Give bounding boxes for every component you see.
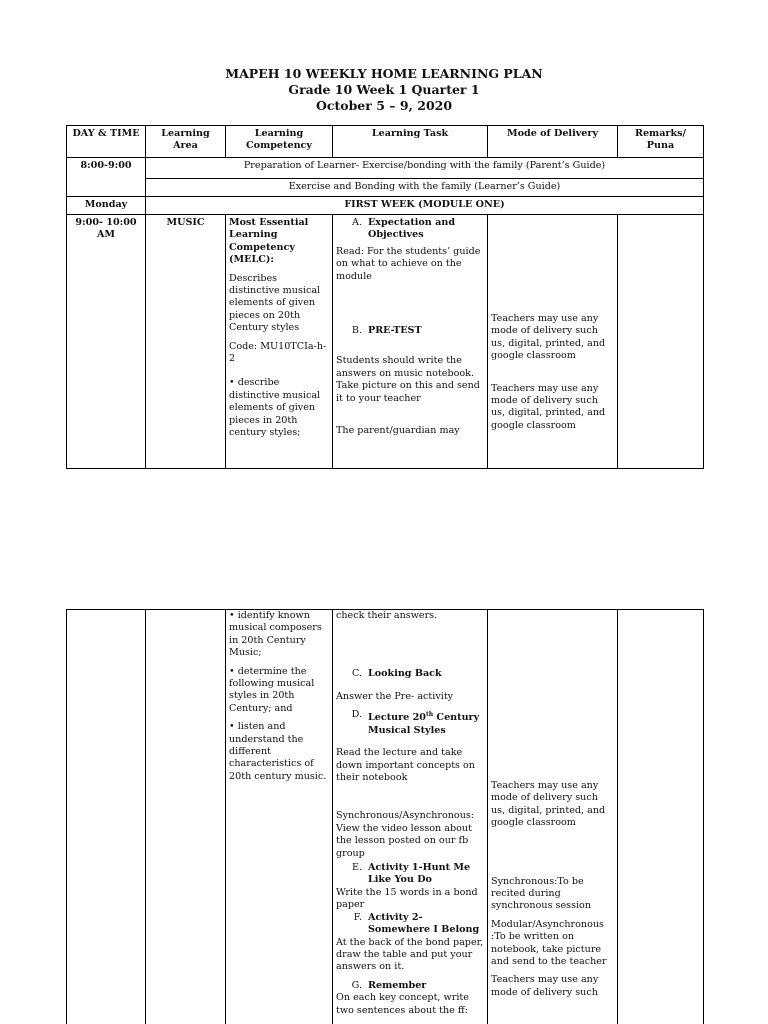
objective-item: • determine the following musical styles in 20th Century; and (229, 665, 315, 714)
task-letter: D. (351, 709, 362, 721)
task-title (368, 709, 484, 737)
task-text: Students should write the answers on music notebook. Take picture on this and send it to your teacher (336, 355, 480, 404)
plan-title-block (0, 66, 768, 114)
task-title: Looking Back (368, 668, 442, 680)
col-header-task: Learning Task (333, 126, 488, 158)
learning-plan-table-continued (66, 609, 704, 1024)
objective-item: • identify known musical composers in 20th Century Music; (229, 610, 322, 659)
task-title-part: Lecture 20 (368, 712, 426, 724)
objective-item: • describe distinctive musical elements of given pieces in 20th century styles; (229, 377, 321, 439)
task-letter: A. (352, 217, 362, 228)
task-heading (336, 862, 484, 887)
delivery-text: Synchronous:To be recited during synchronous session (491, 875, 592, 912)
time-cell: 9:00- 10:00 AM (67, 215, 146, 469)
task-text: check their answers. (336, 610, 438, 621)
task-text: Write the 15 words in a bond paper (336, 886, 478, 911)
col-header-delivery: Mode of Delivery (488, 126, 618, 158)
time-cell (67, 610, 146, 1024)
col-header-remarks: Remarks/ Puna (618, 126, 704, 158)
delivery-cell (488, 215, 618, 469)
competency-cell (226, 215, 333, 469)
task-title: Expectation and Objectives (368, 217, 456, 241)
task-text: At the back of the bond paper, draw the table and put your answers on it. (336, 936, 484, 973)
delivery-cell (488, 610, 618, 1024)
remarks-cell (618, 610, 704, 1024)
table-row (67, 610, 704, 1024)
plan-title: MAPEH 10 WEEKLY HOME LEARNING PLAN (225, 66, 543, 81)
col-header-competency: Learning Competency (226, 126, 333, 158)
task-heading (336, 980, 484, 992)
task-title: Remember (368, 979, 427, 991)
day-cell: Monday (67, 197, 146, 215)
task-text: On each key concept, write two sentences about the ff: (336, 992, 469, 1016)
melc-heading: Most Essential Learning Competency (MELC): (229, 217, 309, 266)
task-letter: F. (353, 911, 362, 923)
task-text: Answer the Pre- activity (336, 690, 454, 702)
task-letter: C. (351, 668, 362, 680)
task-cell (333, 215, 488, 469)
task-heading (336, 709, 484, 737)
table-row (67, 215, 704, 469)
task-letter: B. (351, 325, 362, 337)
delivery-text: Modular/Asynchronous :To be written on notebook, take picture and send to the teacher (491, 918, 607, 968)
melc-description: Describes distinctive musical elements of given pieces on 20th Century styles (229, 272, 321, 334)
table-row (67, 197, 704, 215)
delivery-text: Teachers may use any mode of delivery such (491, 974, 599, 998)
col-header-area: Learning Area (146, 126, 226, 158)
task-title-superscript: th (425, 711, 434, 719)
task-text: The parent/guardian may (336, 425, 460, 437)
task-text: Read: For the students’ guide on what to achieve on the module (336, 245, 481, 282)
table-row (67, 158, 704, 179)
parent-guide-cell: Preparation of Learner- Exercise/bonding with the family (Parent’s Guide) (146, 158, 704, 179)
learning-plan-table (66, 125, 704, 469)
table-row (67, 179, 704, 197)
area-cell: MUSIC (146, 215, 226, 469)
header-row (67, 126, 704, 158)
task-heading (336, 912, 484, 937)
task-title: Activity 2- Somewhere I Belong (368, 911, 480, 936)
delivery-text: Teachers may use any mode of delivery such us, digital, printed, and google classroom (491, 780, 606, 829)
task-title: PRE-TEST (368, 325, 422, 337)
delivery-text: Teachers may use any mode of delivery such us, digital, printed, and google classroom (491, 382, 606, 431)
task-heading (336, 668, 484, 680)
area-cell (146, 610, 226, 1024)
plan-dates: October 5 – 9, 2020 (315, 98, 453, 113)
competency-cell (226, 610, 333, 1024)
week-cell: FIRST WEEK (MODULE ONE) (146, 197, 704, 215)
learner-guide-cell: Exercise and Bonding with the family (Learner’s Guide) (146, 179, 704, 197)
remarks-cell (618, 215, 704, 469)
col-header-day-time: DAY & TIME (67, 126, 146, 158)
time-cell: 8:00-9:00 (67, 158, 146, 197)
task-title-part: Century Musical Styles (368, 712, 480, 736)
delivery-text: Teachers may use any mode of delivery such us, digital, printed, and google classroom (491, 313, 606, 362)
task-letter: G. (351, 979, 362, 991)
task-title: Activity 1-Hunt Me Like You Do (368, 862, 471, 886)
task-text: Read the lecture and take down important concepts on their notebook (336, 747, 475, 784)
task-heading (336, 325, 484, 337)
objective-item: • listen and understand the different characteristics of 20th century music. (229, 721, 327, 782)
task-heading (336, 217, 484, 242)
plan-subtitle: Grade 10 Week 1 Quarter 1 (288, 82, 480, 97)
task-cell (333, 610, 488, 1024)
task-letter: E. (351, 862, 362, 874)
task-text: Synchronous/Asynchronous: View the video lesson about the lesson posted on our fb group (336, 810, 475, 859)
melc-code: Code: MU10TCIa-h-2 (229, 340, 327, 365)
